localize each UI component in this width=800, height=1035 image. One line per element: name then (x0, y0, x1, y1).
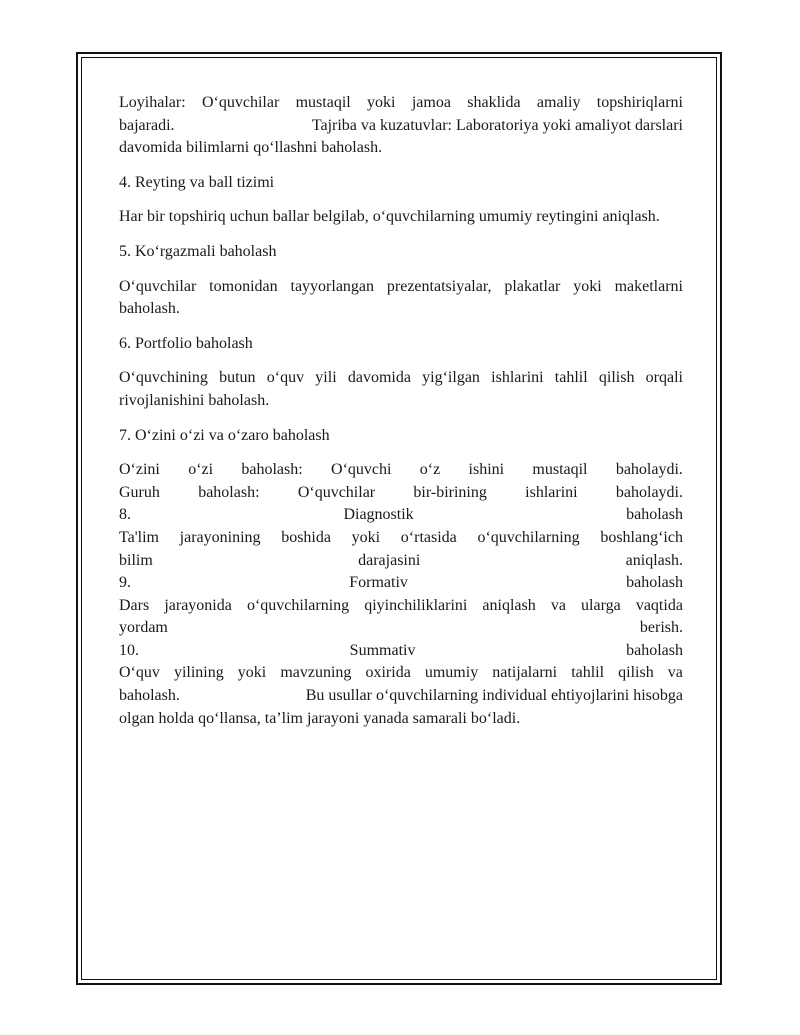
text-line: davomida bilimlarni qo‘llashni baholash. (119, 139, 383, 157)
word: O‘quv (119, 664, 160, 682)
word: va (667, 664, 683, 682)
word: O‘quvchilar (201, 94, 280, 111)
text-segment: Tajriba va kuzatuvlar: Laboratoriya yoki amaliyot darslari (311, 116, 683, 134)
word: baholash (626, 574, 683, 592)
word: 9. (119, 574, 131, 592)
word: Loyihalar: (119, 94, 186, 111)
word: o‘z (419, 461, 441, 479)
word: Ta'lim (119, 528, 159, 546)
word: baholaydi. (615, 461, 683, 479)
section-heading-5: 5. Ko‘rgazmali baholash (119, 242, 277, 260)
word: mavzuning (280, 664, 352, 682)
word: Guruh (119, 483, 160, 501)
word: yoki (367, 94, 396, 111)
word: O‘quvchi (331, 461, 392, 479)
word: Formativ (349, 574, 408, 592)
word: Diagnostik (343, 506, 414, 524)
word: yordam (119, 619, 168, 637)
section-heading-6: 6. Portfolio baholash (119, 334, 253, 352)
word: baholash (626, 506, 683, 524)
word: ularga (581, 596, 621, 614)
word: o‘quvchilarning (246, 596, 350, 614)
word: mustaqil (295, 94, 351, 111)
word: berish. (639, 619, 683, 637)
word: O‘zini (119, 461, 160, 479)
section-paragraph-4: Har bir topshiriq uchun ballar belgilab, o‘quvchilarning umumiy reytingini aniqlash. (119, 208, 660, 226)
word: jamoa (411, 94, 451, 111)
document-body (119, 92, 683, 742)
word: boshida (281, 528, 331, 546)
word: jarayonida (164, 596, 232, 614)
text-line (119, 527, 683, 550)
summative-heading-line (119, 640, 683, 663)
text-line (119, 92, 683, 115)
word: 8. (119, 506, 131, 524)
word: umumiy (424, 664, 479, 682)
word: 10. (119, 641, 139, 659)
word: bir-birining (413, 483, 487, 501)
word: topshiriqlarni (596, 94, 683, 111)
word: baholaydi. (615, 483, 683, 501)
word: yilining (173, 664, 224, 682)
section-heading-7: 7. O‘zini o‘zi va o‘zaro baholash (119, 426, 330, 444)
section-paragraph-6: O‘quvchining butun o‘quv yili davomida yig‘ilgan ishlarini tahlil qilish orqali rivojlanishini baholash. (119, 369, 683, 409)
word: bilim (119, 551, 153, 569)
section-paragraph-5: O‘quvchilar tomonidan tayyorlangan prezentatsiyalar, plakatlar yoki maketlarni baholash. (119, 277, 683, 318)
word: aniqlash. (625, 551, 683, 569)
word: baholash: (241, 461, 303, 479)
word: yoki (237, 664, 267, 682)
word: va (550, 596, 566, 614)
text-line (119, 550, 683, 573)
word: amaliy (536, 94, 581, 111)
section-heading-4: 4. Reyting va ball tizimi (119, 173, 275, 191)
text-line (119, 595, 683, 618)
word: natijalarni (492, 664, 558, 682)
word: qiyinchiliklarini (364, 596, 468, 614)
text-line (119, 662, 683, 685)
word: o‘quvchilarning (477, 528, 580, 546)
text-line (119, 482, 683, 505)
word: o‘zi (188, 461, 214, 479)
text-segment: bajaradi. (119, 116, 175, 134)
word: mustaqil (532, 461, 588, 479)
word: jarayonining (179, 528, 261, 546)
word: Summativ (349, 641, 416, 659)
word: vaqtida (635, 596, 683, 614)
word: baholash (626, 641, 683, 659)
word: qilish (618, 664, 654, 682)
word: yoki (351, 528, 381, 546)
word: ishini (468, 461, 505, 479)
word: shaklida (467, 94, 521, 111)
section-block-7 (119, 459, 683, 730)
word: darajasini (358, 551, 421, 569)
word: o‘rtasida (400, 528, 457, 546)
text-segment: baholash. (119, 687, 180, 705)
formative-heading-line (119, 572, 683, 595)
diagnostic-heading-line (119, 504, 683, 527)
text-line (119, 115, 683, 138)
word: tahlil (571, 664, 605, 682)
text-line: olgan holda qo‘llansa, ta’lim jarayoni yanada samarali bo‘ladi. (119, 709, 521, 727)
text-segment: Bu usullar o‘quvchilarning individual ehtiyojlarini hisobga (305, 687, 683, 705)
word: boshlang‘ich (600, 528, 683, 546)
word: O‘quvchilar (297, 483, 376, 501)
word: baholash: (198, 483, 260, 501)
projects-paragraph (119, 92, 683, 160)
word: ishlarini (525, 483, 578, 501)
text-line (119, 459, 683, 482)
word: aniqlash (482, 596, 536, 614)
word: Dars (119, 596, 150, 614)
word: oxirida (365, 664, 411, 682)
text-line (119, 617, 683, 640)
text-line (119, 685, 683, 708)
